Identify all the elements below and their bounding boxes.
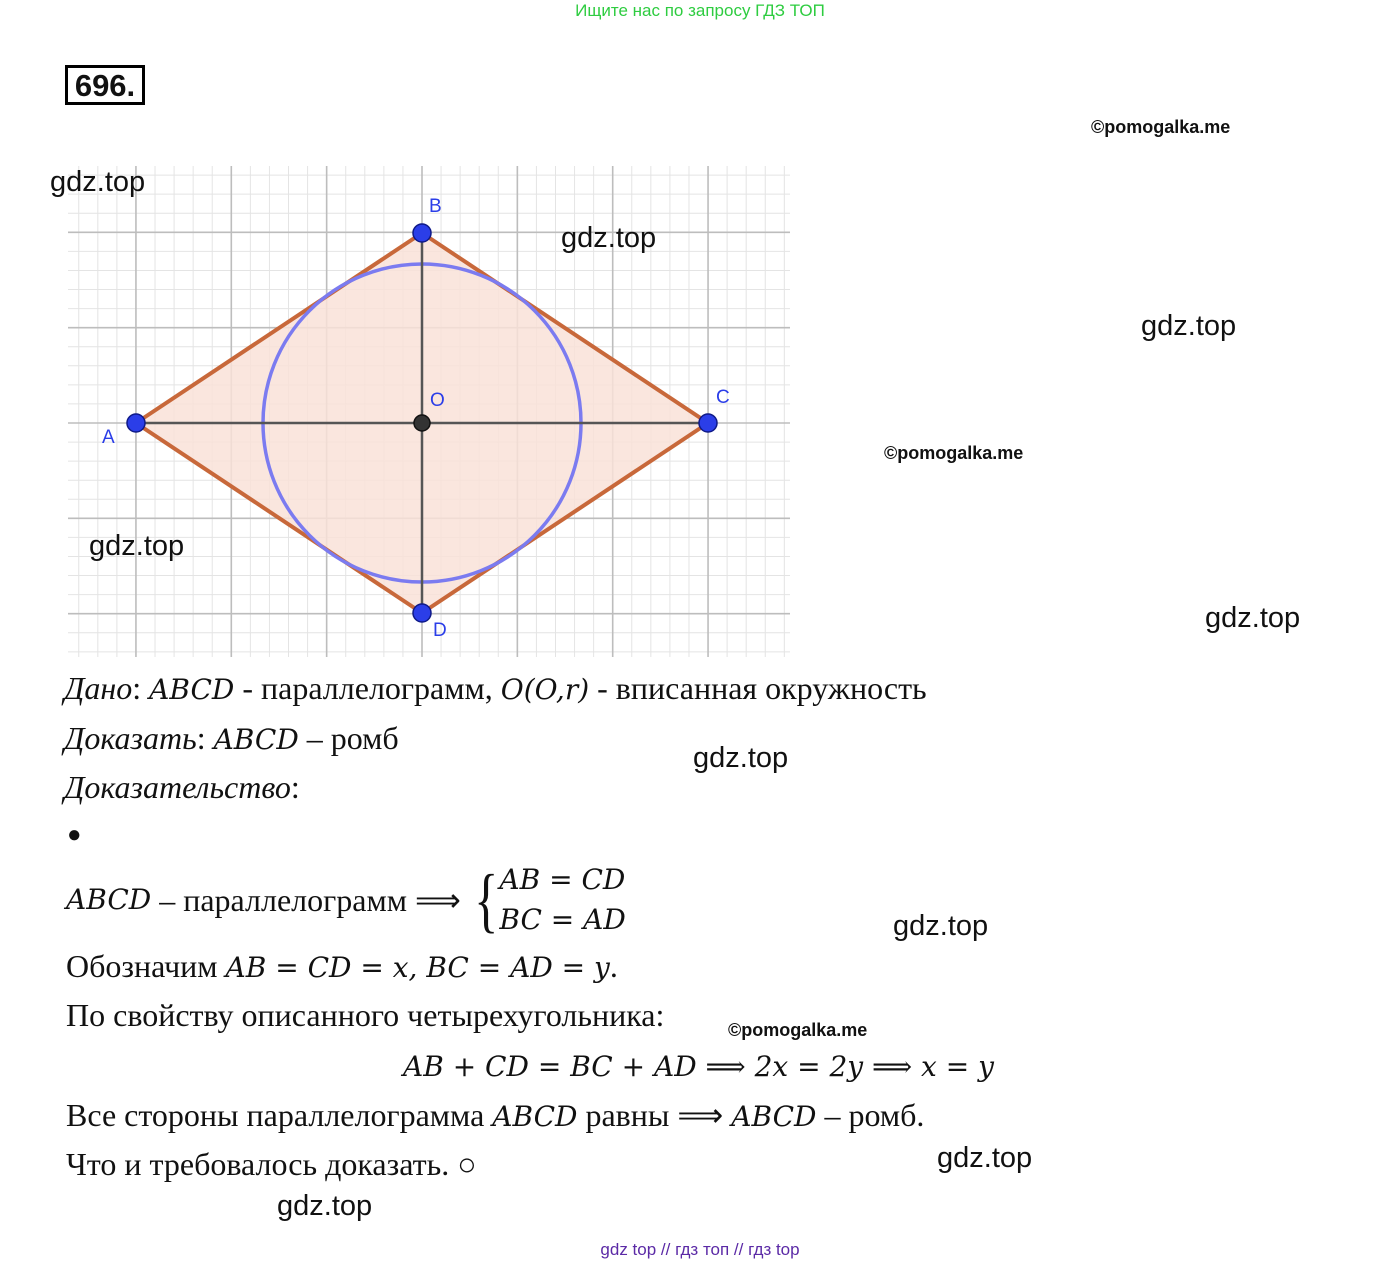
given-text-2: - вписанная окружность	[589, 670, 927, 706]
watermark-gdz-7: gdz.top	[893, 910, 989, 942]
given-math-abcd: ABCD	[149, 673, 235, 706]
notation-dot: .	[609, 948, 618, 984]
watermark-pomogalka-1: ©pomogalka.me	[1091, 117, 1231, 137]
given-line: Дано: ABCD - параллелограмм, O(O,r) - вписанная окружность	[64, 670, 927, 706]
vertex-a	[127, 414, 145, 432]
watermark-gdz-2: gdz.top	[561, 222, 657, 254]
notation-math: AB = CD = x, BC = AD = y	[225, 951, 610, 984]
prove-text: – ромб	[298, 720, 399, 756]
watermark-pomogalka-3: ©pomogalka.me	[728, 1020, 868, 1040]
sides-text-3: – ромб.	[816, 1097, 925, 1133]
problem-number: 696.	[65, 65, 145, 105]
equation-math: AB + CD = BC + AD ⟹ 2x = 2y ⟹ x = y	[403, 1050, 994, 1083]
system-eq-2: BC = AD	[499, 903, 626, 936]
top-search-banner[interactable]: Ищите нас по запросу ГДЗ ТОП	[575, 1, 825, 20]
watermark-gdz-3: gdz.top	[1141, 310, 1237, 342]
prove-math-abcd: ABCD	[213, 723, 299, 756]
label-d: D	[433, 620, 447, 641]
watermark-gdz-5: gdz.top	[1205, 602, 1301, 634]
proof-label-line: Доказательство:	[64, 769, 300, 805]
sides-text-1: Все стороны параллелограмма	[66, 1097, 493, 1133]
sides-math-1: ABCD	[492, 1100, 578, 1133]
sides-line	[66, 1095, 924, 1137]
equation-system	[469, 860, 626, 940]
vertex-b	[413, 224, 431, 242]
equation-line	[403, 1045, 994, 1087]
sides-text-2: равны ⟹	[577, 1097, 732, 1133]
label-c: C	[716, 387, 730, 408]
label-b: B	[429, 196, 442, 217]
bullet: ●	[67, 822, 82, 848]
sides-math-2: ABCD	[731, 1100, 817, 1133]
watermark-gdz-1: gdz.top	[50, 166, 146, 198]
notation-text: Обозначим	[66, 948, 226, 984]
footer-links[interactable]: gdz top // гдз топ // гдз top	[600, 1240, 800, 1259]
parallel-text: – параллелограмм ⟹	[151, 882, 469, 918]
given-label: Дано	[64, 670, 133, 706]
watermark-pomogalka-2: ©pomogalka.me	[884, 443, 1024, 463]
proof-label: Доказательство	[64, 769, 291, 805]
watermark-gdz-8: gdz.top	[937, 1142, 1033, 1174]
label-o: O	[430, 390, 445, 411]
parallelogram-line	[66, 860, 626, 940]
parallel-math-abcd: ABCD	[66, 883, 152, 916]
qed-line: Что и требовалось доказать. ○	[66, 1146, 477, 1182]
given-text-1: - параллелограмм,	[234, 670, 501, 706]
prove-label: Доказать	[64, 720, 197, 756]
label-a: A	[102, 427, 115, 448]
watermark-gdz-4: gdz.top	[89, 530, 185, 562]
prove-line: Доказать: ABCD – ромб	[64, 720, 399, 756]
watermark-gdz-6: gdz.top	[693, 742, 789, 774]
notation-line	[66, 946, 618, 988]
property-line: По свойству описанного четырехугольника:	[66, 997, 665, 1033]
vertex-d	[413, 604, 431, 622]
given-math-circle: O(O,r)	[500, 673, 590, 706]
watermark-gdz-9: gdz.top	[277, 1190, 373, 1222]
system-eq-1: AB = CD	[499, 863, 626, 896]
curly-brace: {	[474, 860, 499, 940]
rhombus-figure	[60, 160, 790, 660]
center-o	[414, 415, 430, 431]
vertex-c	[699, 414, 717, 432]
